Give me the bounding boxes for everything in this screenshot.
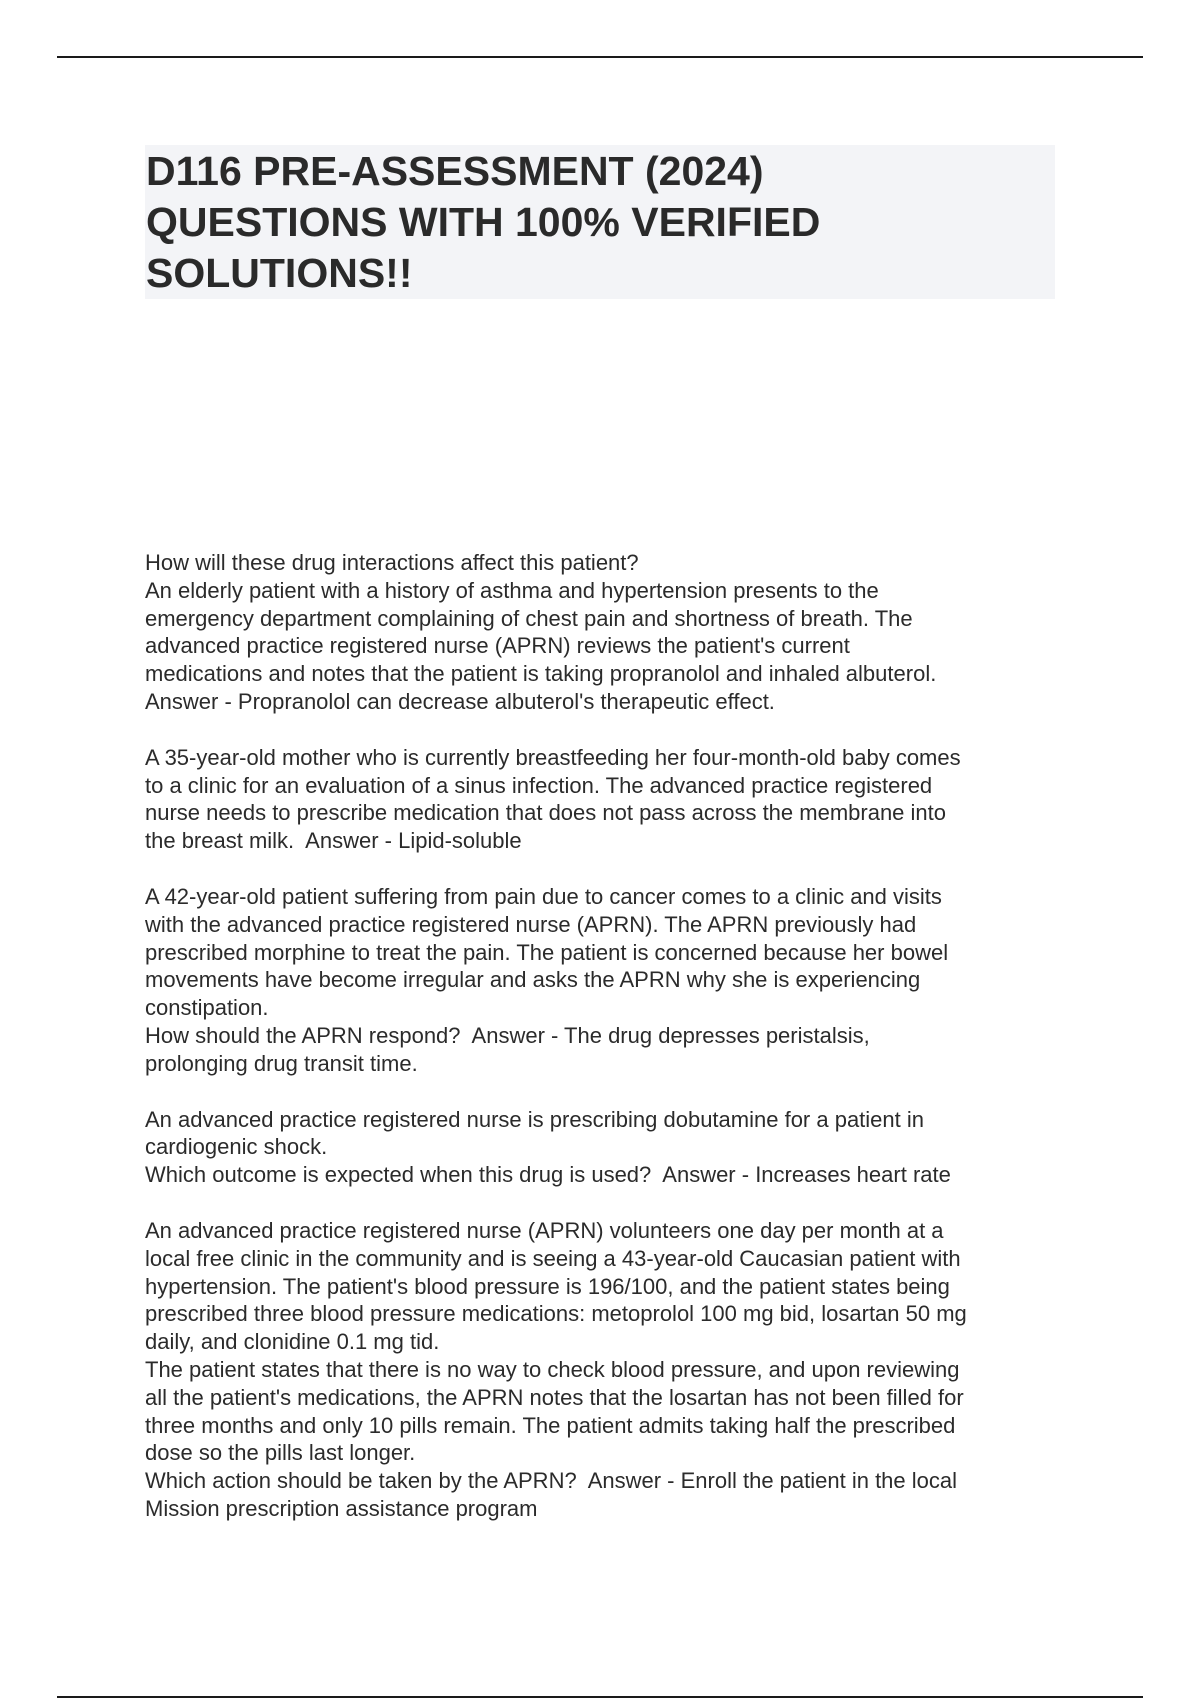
text-line: the breast milk. Answer - Lipid-soluble [145, 828, 522, 854]
text-line: Which action should be taken by the APRN? Answer - Enroll the patient in the local [145, 1468, 958, 1494]
question-answer-2 [145, 744, 1065, 855]
text-line: constipation. [145, 995, 269, 1021]
text-line: medications and notes that the patient is taking propranolol and inhaled albuterol. [145, 661, 937, 687]
question-answer-5 [145, 1217, 1065, 1523]
question-answer-3 [145, 883, 1065, 1078]
text-line: emergency department complaining of chest pain and shortness of breath. The [145, 605, 913, 631]
text-line: How will these drug interactions affect this patient? [145, 550, 639, 575]
text-line: A 42-year-old patient suffering from pain due to cancer comes to a clinic and visits [145, 883, 942, 909]
text-line: A 35-year-old mother who is currently breastfeeding her four-month-old baby comes [145, 744, 961, 770]
text-line: movements have become irregular and asks the APRN why she is experiencing [145, 967, 921, 993]
text-line: How should the APRN respond? Answer - The drug depresses peristalsis, [145, 1022, 870, 1048]
title-line: D116 PRE-ASSESSMENT (2024) [146, 148, 764, 194]
title-line: SOLUTIONS!! [146, 250, 413, 296]
text-line: hypertension. The patient's blood pressure is 196/100, and the patient states being [145, 1273, 950, 1299]
question-answer-4 [145, 1106, 1065, 1189]
text-line: Which outcome is expected when this drug is used? Answer - Increases heart rate [145, 1162, 951, 1188]
text-line: all the patient's medications, the APRN notes that the losartan has not been filled for [145, 1384, 964, 1410]
header-rule [57, 56, 1143, 58]
document-title [146, 146, 1051, 299]
title-line: QUESTIONS WITH 100% VERIFIED [146, 199, 821, 245]
text-line: Mission prescription assistance program [145, 1495, 538, 1521]
text-line: The patient states that there is no way to check blood pressure, and upon reviewing [145, 1356, 960, 1382]
footer-rule [57, 1696, 1143, 1698]
text-line: Answer - Propranolol can decrease albuterol's therapeutic effect. [145, 688, 775, 714]
text-line: advanced practice registered nurse (APRN) reviews the patient's current [145, 633, 850, 659]
text-line: prolonging drug transit time. [145, 1050, 418, 1076]
text-line: An elderly patient with a history of asthma and hypertension presents to the [145, 577, 879, 603]
text-line: cardiogenic shock. [145, 1134, 328, 1160]
text-line: dose so the pills last longer. [145, 1440, 416, 1466]
text-line: daily, and clonidine 0.1 mg tid. [145, 1329, 440, 1355]
text-line: prescribed morphine to treat the pain. The patient is concerned because her bowel [145, 939, 949, 965]
text-line: to a clinic for an evaluation of a sinus infection. The advanced practice registered [145, 772, 933, 798]
title-block [145, 145, 1055, 299]
text-line: nurse needs to prescribe medication that does not pass across the membrane into [145, 800, 947, 826]
text-line: An advanced practice registered nurse (APRN) volunteers one day per month at a [145, 1217, 944, 1243]
question-answer-1 [145, 549, 1065, 716]
text-line: three months and only 10 pills remain. The patient admits taking half the prescribed [145, 1412, 956, 1438]
document-body [145, 549, 1065, 1551]
text-line: prescribed three blood pressure medications: metoprolol 100 mg bid, losartan 50 mg [145, 1301, 967, 1327]
text-line: local free clinic in the community and is seeing a 43-year-old Caucasian patient with [145, 1245, 961, 1271]
text-line: An advanced practice registered nurse is prescribing dobutamine for a patient in [145, 1106, 925, 1132]
text-line: with the advanced practice registered nurse (APRN). The APRN previously had [145, 911, 917, 937]
